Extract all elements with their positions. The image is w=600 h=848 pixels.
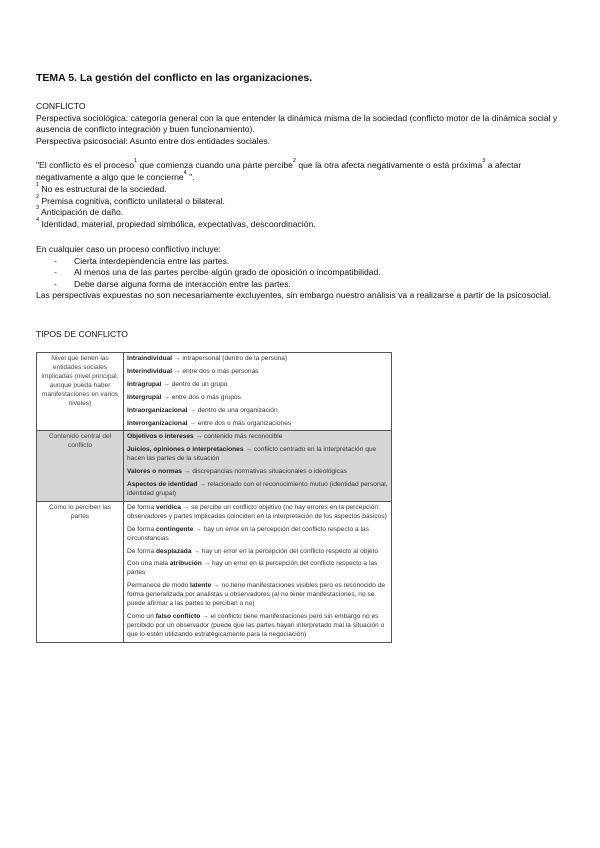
row-content [124,501,392,642]
perspectiva-psicosocial: Perspectiva psicosocial: Asunto entre dos entidades sociales. [36,135,271,146]
table-row [37,353,392,431]
row-content [124,353,392,431]
list-item: - Cierta interdependencia entre las partes. [36,256,566,268]
table-item: De forma contingente → hay un error en la percepción del conflicto respecto a las circunstancias [127,525,369,542]
row-label: Nivel que tienen las entidades sociales implicadas (nivel principal, aunque pueda haber manifestaciones en varios niveles) [37,353,124,431]
table-item: Intraindividual → intrapersonal (dentro de la persona) [127,355,288,362]
table-item: Interorganizacional → entre dos o más organizaciones [127,419,292,427]
proceso-section [36,244,566,302]
section-heading-conflicto: CONFLICTO [36,101,86,111]
footnote: $^1$ No es estructural de la sociedad. [36,182,167,194]
list-item: - Al menos una de las partes percibe algún grado de oposición o incompatibilidad. [36,267,566,279]
table-row [37,431,392,501]
perspectiva-sociologica: Perspectiva sociológica: categoría general con la que entender la dinámica misma de la sociedad (conflicto motor de la dinámica social y ausencia de conflicto integración y buen funcionamiento). [36,112,558,135]
page-title: TEMA 5. La gestión del conflicto en las organizaciones. [36,72,313,84]
proceso-intro: En cualquier caso un proceso conflictivo incluye: [36,244,221,254]
proceso-closing: Las perspectivas expuestas no son necesariamente excluyentes, sin embargo nuestro análisis va a realizarse a partir de la psicosocial. [36,290,551,301]
conflicto-section [36,101,566,147]
table-item: Intragrupal → dentro de un grupo [127,380,228,388]
table-row [37,501,392,642]
list-item: - Debe darse alguna forma de interacción entre las partes. [36,279,566,291]
table-item: Juicios, opiniones o interpretaciones → conflicto centrado en la interpretación que hacen las partes de la situación [127,446,377,463]
table-item: Como un falso conflicto → el conflicto tiene manifestaciones pero sin embargo no es percibido por un observador (puede que las partes hayan interpretado mal la situación o que lo estén utilizando estratégicamente para la negociación) [127,612,385,638]
table-item: Aspectos de identidad → relacionado con el reconocimiento mutuo (identidad personal, identidad grupal) [127,481,388,497]
row-label: Cómo lo perciben las partes [37,501,124,642]
proceso-list [36,256,566,291]
definition-quote: "El conflicto es el proceso$^1$ que comienza cuando una parte percibe$^2$ que la otra afecta negativamente o está próxima$^3$ a afectar negativamente a algo que le concierne$^4$ ". [36,158,522,182]
table-item: Con una mala atribución → hay un error en la percepción del conflicto respecto a las partes [127,560,378,577]
footnote: $^3$ Anticipación de daño. [36,205,124,218]
tipos-table [36,352,392,643]
footnote: $^2$ Premisa cognitiva, conflicto unilateral o bilateral. [36,193,225,206]
section-heading-tipos: TIPOS DE CONFLICTO [36,329,128,339]
footnotes [36,184,566,230]
table-item: De forma desplazada → hay un error en la percepción del conflicto respecto al objeto [127,547,379,555]
table-item: Intergrupal → entre dos o más grupos [127,393,241,401]
table-item: De forma verídica → se percibe un conflicto objetivo (no hay errores en la percepción: observadores y partes implicadas coinciden en la interpretación de los aspectos básicos) [127,503,387,520]
table-item: Intraorganizacional → dentro de una organización [127,406,278,414]
table-item: Interindividual → entre dos o más personas [127,367,259,375]
table-item: Permanece de modo latente → no tiene manifestaciones visibles pero es reconocido de forma generalizada por analistas u observadores (al no tener manifestaciones, no se puede afirmar a las partes lo perciban o no) [127,582,386,608]
row-label: Contenido central del conflicto [37,431,124,501]
row-content [124,431,392,501]
table-item: Objetivos o intereses → contenido más reconocible [127,433,283,441]
table-item: Valores o normas → discrepancias normativas situacionales o ideológicas [127,468,347,476]
footnote: $^4$ Identidad, material, propiedad simbólica, expectativas, descoordinación. [36,216,316,229]
